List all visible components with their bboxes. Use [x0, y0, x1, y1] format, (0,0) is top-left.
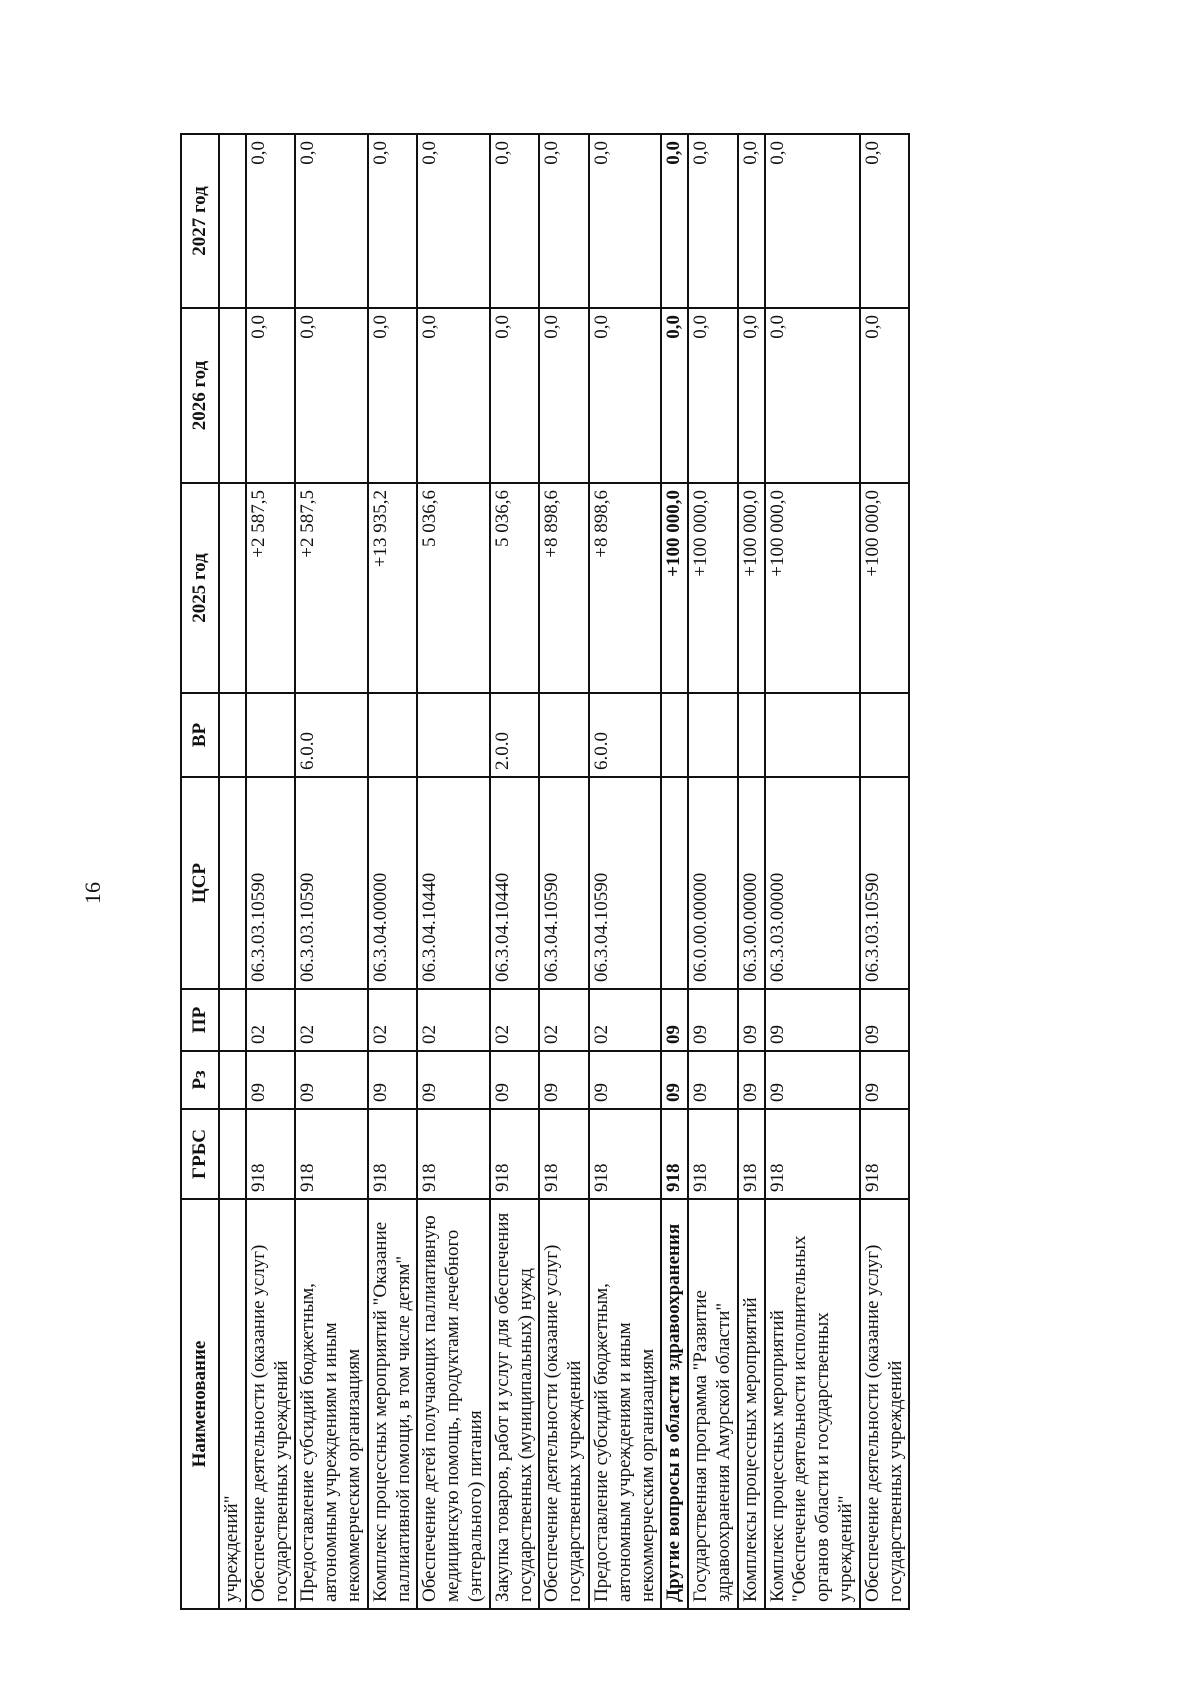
cell-grbs: 918 — [295, 1109, 367, 1199]
table-row — [368, 134, 418, 1609]
cell-name: Обеспечение детей получающих паллиативную медицинскую помощь, продуктами лечебного (энтерального) питания — [417, 1199, 489, 1609]
cell-csr — [661, 777, 688, 989]
cell-pr: 02 — [539, 989, 589, 1051]
cell-csr: 06.3.03.10590 — [295, 777, 367, 989]
cell-2025: +2 587,5 — [246, 483, 296, 693]
cell-rz: 09 — [860, 1051, 910, 1109]
cell-pr: 09 — [738, 989, 765, 1051]
cell-vr — [246, 693, 296, 777]
cell-csr: 06.3.00.00000 — [738, 777, 765, 989]
cell-vr: 6.0.0 — [295, 693, 367, 777]
cell-pr: 02 — [589, 989, 661, 1051]
cell-name: Предоставление субсидий бюджетным, автономным учреждениям и иным некоммерческим организациям — [295, 1199, 367, 1609]
cell-2025: +8 898,6 — [539, 483, 589, 693]
cell-grbs — [219, 1109, 246, 1199]
cell-pr: 02 — [368, 989, 418, 1051]
cell-2025: +2 587,5 — [295, 483, 367, 693]
header-pr: ПР — [181, 989, 219, 1051]
cell-vr: 6.0.0 — [589, 693, 661, 777]
table-body — [219, 134, 909, 1609]
cell-vr: 2.0.0 — [490, 693, 540, 777]
cell-rz — [219, 1051, 246, 1109]
cell-name: Комплексы процессных мероприятий — [738, 1199, 765, 1609]
table-row — [765, 134, 860, 1609]
cell-2026 — [219, 308, 246, 483]
cell-vr — [417, 693, 489, 777]
cell-csr: 06.3.04.10440 — [490, 777, 540, 989]
cell-2027: 0,0 — [738, 134, 765, 308]
cell-2025: +100 000,0 — [860, 483, 910, 693]
cell-2025 — [219, 483, 246, 693]
cell-2027: 0,0 — [688, 134, 738, 308]
cell-name: Предоставление субсидий бюджетным, автономным учреждениям и иным некоммерческим организациям — [589, 1199, 661, 1609]
cell-vr — [860, 693, 910, 777]
cell-rz: 09 — [368, 1051, 418, 1109]
cell-name: Другие вопросы в области здравоохранения — [661, 1199, 688, 1609]
cell-grbs: 918 — [738, 1109, 765, 1199]
cell-name: Закупка товаров, работ и услуг для обеспечения государственных (муниципальных) нужд — [490, 1199, 540, 1609]
cell-pr — [219, 989, 246, 1051]
cell-2027: 0,0 — [860, 134, 910, 308]
header-2026: 2026 год — [181, 308, 219, 483]
cell-pr: 09 — [860, 989, 910, 1051]
cell-2027: 0,0 — [490, 134, 540, 308]
cell-2025: +13 935,2 — [368, 483, 418, 693]
cell-rz: 09 — [417, 1051, 489, 1109]
table-header-row — [181, 134, 219, 1609]
cell-rz: 09 — [589, 1051, 661, 1109]
cell-name: Обеспечение деятельности (оказание услуг) государственных учреждений — [860, 1199, 910, 1609]
table-row — [738, 134, 765, 1609]
cell-vr — [661, 693, 688, 777]
cell-csr: 06.3.04.10590 — [589, 777, 661, 989]
cell-rz: 09 — [490, 1051, 540, 1109]
cell-pr: 02 — [295, 989, 367, 1051]
cell-2025: 5 036,6 — [417, 483, 489, 693]
cell-vr — [738, 693, 765, 777]
cell-csr: 06.3.04.10590 — [539, 777, 589, 989]
cell-name: Комплекс процессных мероприятий "Оказание паллиативной помощи, в том числе детям" — [368, 1199, 418, 1609]
table-row — [417, 134, 489, 1609]
cell-grbs: 918 — [368, 1109, 418, 1199]
cell-grbs: 918 — [589, 1109, 661, 1199]
cell-2027: 0,0 — [368, 134, 418, 308]
table-row — [860, 134, 910, 1609]
cell-vr — [688, 693, 738, 777]
cell-2027: 0,0 — [539, 134, 589, 308]
rotated-table-container — [180, 135, 1090, 1610]
cell-vr — [368, 693, 418, 777]
cell-2026: 0,0 — [490, 308, 540, 483]
cell-pr: 02 — [246, 989, 296, 1051]
header-2027: 2027 год — [181, 134, 219, 308]
cell-2026: 0,0 — [661, 308, 688, 483]
table-row — [295, 134, 367, 1609]
header-rz: Рз — [181, 1051, 219, 1109]
cell-pr: 09 — [765, 989, 860, 1051]
cell-csr: 06.3.04.10440 — [417, 777, 489, 989]
table-row — [589, 134, 661, 1609]
cell-2026: 0,0 — [246, 308, 296, 483]
cell-2027: 0,0 — [417, 134, 489, 308]
cell-2025: 5 036,6 — [490, 483, 540, 693]
cell-2026: 0,0 — [738, 308, 765, 483]
cell-2027: 0,0 — [246, 134, 296, 308]
cell-name: Государственная программа "Развитие здравоохранения Амурской области" — [688, 1199, 738, 1609]
cell-grbs: 918 — [490, 1109, 540, 1199]
cell-csr — [219, 777, 246, 989]
budget-table — [180, 133, 910, 1610]
cell-2027 — [219, 134, 246, 308]
header-grbs: ГРБС — [181, 1109, 219, 1199]
cell-rz: 09 — [765, 1051, 860, 1109]
cell-2025: +100 000,0 — [688, 483, 738, 693]
cell-2026: 0,0 — [765, 308, 860, 483]
cell-name: Обеспечение деятельности (оказание услуг) государственных учреждений — [539, 1199, 589, 1609]
cell-2025: +100 000,0 — [738, 483, 765, 693]
cell-2026: 0,0 — [860, 308, 910, 483]
table-row — [246, 134, 296, 1609]
cell-pr: 09 — [688, 989, 738, 1051]
header-2025: 2025 год — [181, 483, 219, 693]
cell-2027: 0,0 — [295, 134, 367, 308]
cell-grbs: 918 — [860, 1109, 910, 1199]
cell-vr — [765, 693, 860, 777]
cell-2026: 0,0 — [417, 308, 489, 483]
cell-rz: 09 — [688, 1051, 738, 1109]
cell-grbs: 918 — [539, 1109, 589, 1199]
header-name: Наименование — [181, 1199, 219, 1609]
cell-name: Комплекс процессных мероприятий "Обеспечение деятельности исполнительных органов области и государственных учреждений" — [765, 1199, 860, 1609]
cell-grbs: 918 — [765, 1109, 860, 1199]
cell-2026: 0,0 — [539, 308, 589, 483]
table-row — [539, 134, 589, 1609]
cell-2027: 0,0 — [661, 134, 688, 308]
cell-csr: 06.3.04.00000 — [368, 777, 418, 989]
cell-vr — [539, 693, 589, 777]
page-number: 16 — [80, 882, 105, 904]
cell-rz: 09 — [539, 1051, 589, 1109]
cell-name: Обеспечение деятельности (оказание услуг) государственных учреждений — [246, 1199, 296, 1609]
cell-name: учреждений" — [219, 1199, 246, 1609]
cell-rz: 09 — [295, 1051, 367, 1109]
cell-grbs: 918 — [417, 1109, 489, 1199]
cell-2026: 0,0 — [589, 308, 661, 483]
cell-rz: 09 — [661, 1051, 688, 1109]
cell-grbs: 918 — [246, 1109, 296, 1199]
cell-pr: 02 — [417, 989, 489, 1051]
cell-2026: 0,0 — [368, 308, 418, 483]
cell-2025: +8 898,6 — [589, 483, 661, 693]
cell-2027: 0,0 — [589, 134, 661, 308]
cell-pr: 02 — [490, 989, 540, 1051]
cell-vr — [219, 693, 246, 777]
cell-2026: 0,0 — [688, 308, 738, 483]
table-row — [688, 134, 738, 1609]
cell-2027: 0,0 — [765, 134, 860, 308]
cell-grbs: 918 — [688, 1109, 738, 1199]
cell-2025: +100 000,0 — [765, 483, 860, 693]
cell-csr: 06.0.00.00000 — [688, 777, 738, 989]
table-row — [219, 134, 246, 1609]
header-csr: ЦСР — [181, 777, 219, 989]
cell-rz: 09 — [246, 1051, 296, 1109]
cell-2025: +100 000,0 — [661, 483, 688, 693]
header-vr: ВР — [181, 693, 219, 777]
cell-csr: 06.3.03.10590 — [860, 777, 910, 989]
cell-grbs: 918 — [661, 1109, 688, 1199]
cell-2026: 0,0 — [295, 308, 367, 483]
cell-pr: 09 — [661, 989, 688, 1051]
cell-rz: 09 — [738, 1051, 765, 1109]
cell-csr: 06.3.03.10590 — [246, 777, 296, 989]
cell-csr: 06.3.03.00000 — [765, 777, 860, 989]
table-row — [490, 134, 540, 1609]
table-row — [661, 134, 688, 1609]
